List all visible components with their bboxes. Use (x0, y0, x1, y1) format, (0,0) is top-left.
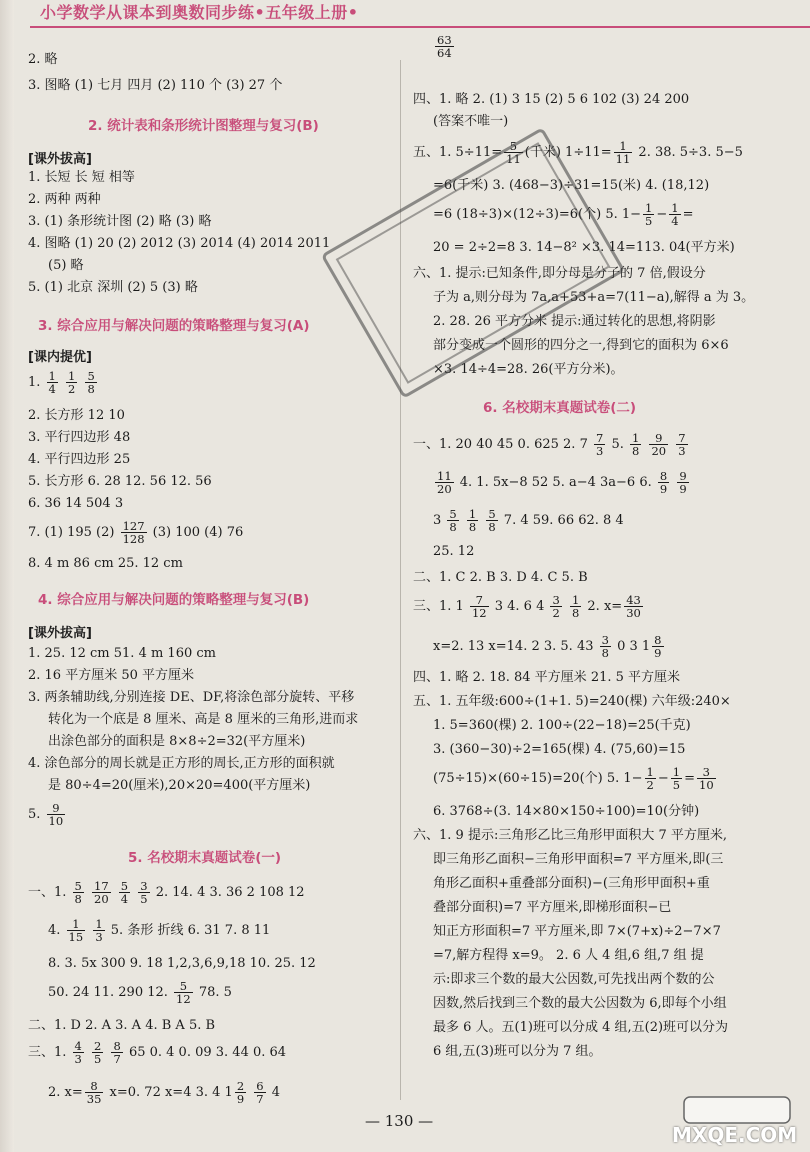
section-tag: [课内提优] (28, 350, 92, 365)
fraction-denominator: 20 (94, 892, 109, 906)
answer-line: 角形乙面积+重叠部分面积)−(三角形甲面积+重 (433, 876, 710, 891)
fraction-denominator: 4 (48, 382, 56, 396)
answer-text: − (657, 771, 669, 786)
fraction (600, 634, 611, 659)
fraction-denominator: 11 (615, 152, 631, 166)
fraction (92, 1040, 103, 1065)
fraction (594, 432, 605, 457)
fraction-denominator: 5 (140, 892, 148, 906)
fraction (254, 1080, 265, 1105)
fraction-denominator: 3 (74, 1052, 82, 1066)
answer-line: 5. (1) 北京 深圳 (2) 5 (3) 略 (28, 280, 198, 295)
fraction-denominator: 15 (68, 930, 84, 944)
fraction-denominator: 9 (654, 646, 662, 660)
answer-text: =6 (18÷3)×(12÷3)=6(个) 5. 1− (433, 207, 642, 222)
fraction-numerator: 5 (488, 507, 496, 521)
answer-line: 最多 6 人。五(1)班可以分成 4 组,五(2)班可以分为 (433, 1020, 729, 1035)
answer-text: 4. 1. 5x−8 52 5. a−4 3a−6 6. (455, 475, 656, 490)
fraction-numerator: 3 (552, 593, 560, 607)
fraction-denominator: 8 (74, 892, 82, 906)
fraction-numerator: 17 (94, 879, 109, 893)
fraction (677, 470, 688, 495)
answer-line (433, 766, 718, 791)
section-tag: [课外拔高] (28, 152, 92, 167)
answer-text (86, 885, 90, 900)
answer-line (28, 802, 67, 827)
fraction-numerator: 7 (678, 431, 686, 445)
fraction (435, 34, 454, 59)
fraction-denominator: 5 (672, 778, 681, 792)
fraction-numerator: 9 (47, 802, 66, 815)
section-tag: [课外拔高] (28, 626, 92, 641)
fraction (470, 594, 489, 619)
fraction-denominator: 20 (651, 444, 667, 458)
answer-text (461, 513, 465, 528)
fraction-denominator: 7 (113, 1052, 121, 1066)
fraction (671, 766, 682, 791)
answer-text: (千米) 1÷11= (524, 145, 612, 160)
answer-line: 四、1. 略 2. (1) 3 15 (2) 5 6 102 (3) 24 200 (413, 92, 690, 107)
answer-line: 六、1. 9 提示:三角形乙比三角形甲面积大 7 平方厘米, (413, 828, 727, 843)
fraction (570, 594, 581, 619)
answer-text: 50. 24 11. 290 12. (48, 985, 173, 1000)
answer-line: 4. 涂色部分的周长就是正方形的周长,正方形的面积就 (28, 756, 335, 771)
answer-text: 5. (607, 437, 628, 452)
fraction-denominator: 8 (468, 520, 477, 534)
answer-line: 五、1. 五年级:600÷(1+1. 5)=240(棵) 六年级:240× (413, 694, 731, 709)
fraction-numerator: 43 (626, 593, 641, 607)
answer-line: 4. 平行四边形 25 (28, 452, 131, 467)
answer-text: = (684, 771, 696, 786)
answer-line (433, 508, 624, 533)
answer-text: 3 4. 6 4 (490, 599, 549, 614)
fraction-denominator: 4 (671, 214, 679, 228)
fraction (676, 432, 687, 457)
answer-text: 一、1. (28, 885, 71, 900)
answer-line: 3. 图略 (1) 七月 四月 (2) 110 个 (3) 27 个 (28, 78, 283, 93)
fraction (652, 634, 663, 659)
answer-line: 6. 36 14 504 3 (28, 496, 124, 511)
section-heading: 3. 综合应用与解决问题的策略整理与复习(A) (38, 318, 310, 334)
answer-text (671, 475, 675, 490)
fraction (119, 880, 130, 905)
answer-line (28, 520, 243, 545)
answer-line: 是 80÷4=20(厘米),20×20=400(平方厘米) (48, 778, 311, 793)
section-heading: 6. 名校期末真题试卷(二) (483, 400, 637, 416)
fraction (697, 766, 716, 791)
fraction (447, 508, 458, 533)
answer-line (433, 634, 666, 659)
fraction (630, 432, 641, 457)
fraction-numerator: 5 (174, 980, 193, 993)
answer-line: 即三角形乙面积−三角形甲面积=7 平方厘米,即(三 (433, 852, 724, 867)
fraction-denominator: 20 (437, 482, 452, 496)
item-number: 5. (28, 807, 45, 822)
answer-text (105, 1045, 109, 1060)
answer-line: 8. 4 m 86 cm 25. 12 cm (28, 556, 183, 571)
answer-line: =6(千米) 3. (468−3)÷31=15(米) 4. (18,12) (433, 178, 710, 193)
fraction-denominator: 5 (94, 1052, 102, 1066)
answer-line: 2. 略 (28, 52, 58, 67)
fraction-numerator: 5 (120, 879, 129, 893)
fraction-numerator: 2 (94, 1039, 102, 1053)
answer-line: 4. 图略 (1) 20 (2) 2012 (3) 2014 (4) 2014 2011 (28, 236, 331, 251)
answer-text: 2. x= (583, 599, 623, 614)
answer-line (28, 1040, 286, 1065)
answer-text: 0 3 1 (612, 639, 651, 654)
answer-text: 7. 4 59. 66 62. 8 4 (499, 513, 624, 528)
answer-line: 2. 16 平方厘米 50 平方厘米 (28, 668, 195, 683)
fraction-numerator: 1 (671, 201, 679, 215)
answer-line (413, 594, 645, 619)
answer-line (48, 918, 270, 943)
answer-line: 3. (1) 条形统计图 (2) 略 (3) 略 (28, 214, 212, 229)
fraction-numerator: 1 (68, 369, 76, 383)
answer-line: 2. 28. 26 平方分米 提示:通过转化的思想,将阴影 (433, 314, 716, 329)
fraction (658, 470, 669, 495)
fraction (643, 202, 654, 227)
fraction-numerator: 7 (470, 594, 489, 607)
fraction-numerator: 1 (571, 593, 580, 607)
answer-line: 6. 3768÷(3. 14×80×150÷100)=10(分钟) (433, 804, 700, 819)
watermark-logo-icon (682, 1095, 792, 1125)
answer-text: (3) 100 (4) 76 (148, 525, 244, 540)
answer-text: 65 0. 4 0. 09 3. 44 0. 64 (124, 1045, 287, 1060)
answer-text (86, 1045, 90, 1060)
answer-line: 3. (360−30)÷2=165(棵) 4. (75,60)=15 (433, 742, 686, 757)
section-heading: 5. 名校期末真题试卷(一) (128, 850, 282, 866)
fraction-denominator: 12 (471, 606, 487, 620)
answer-text: x=0. 72 x=4 3. 4 1 (105, 1085, 233, 1100)
answer-line: 示:即求三个数的最大公因数,可先找出两个数的公 (433, 972, 715, 987)
answer-line: 1. 5=360(棵) 2. 100÷(22−18)=25(千克) (433, 718, 691, 733)
fraction-numerator: 1 (95, 917, 103, 931)
fraction-numerator: 1 (48, 369, 56, 383)
fraction-numerator: 5 (449, 507, 457, 521)
answer-text: 2. x= (48, 1085, 83, 1100)
answer-line (433, 34, 456, 59)
fraction (85, 1080, 104, 1105)
fraction-numerator: 63 (437, 33, 452, 47)
fraction-denominator: 2 (552, 606, 560, 620)
fraction-denominator: 8 (601, 646, 609, 660)
fraction-numerator: 1 (672, 765, 681, 779)
answer-text (132, 885, 136, 900)
fraction (624, 594, 643, 619)
fraction-denominator: 4 (120, 892, 129, 906)
review-stamp-mark (321, 127, 626, 399)
answer-line: 出涂色部分的面积是 8×8÷2=32(平方厘米) (48, 734, 306, 749)
answer-line: 四、1. 略 2. 18. 84 平方厘米 21. 5 平方厘米 (413, 670, 681, 685)
section-heading: 4. 综合应用与解决问题的策略整理与复习(B) (38, 592, 310, 608)
fraction-denominator: 11 (506, 152, 521, 166)
fraction-numerator: 1 (646, 765, 654, 779)
answer-line: 2. 两种 两种 (28, 192, 101, 207)
fraction (111, 1040, 122, 1065)
fraction-denominator: 8 (488, 520, 496, 534)
answer-text: 三、1. 1 (413, 599, 468, 614)
fraction (66, 370, 77, 395)
header-title: 小学数学从课本到奥数同步练•五年级上册• (40, 3, 359, 22)
answer-text: 4 (267, 1085, 281, 1100)
fraction-numerator: 1 (631, 431, 640, 445)
answer-line: 因数,然后找到三个数的最大公因数为 6,即每个小组 (433, 996, 727, 1011)
section-heading: 2. 统计表和条形统计图整理与复习(B) (88, 118, 319, 134)
answer-line: 5. 长方形 6. 28 12. 56 12. 56 (28, 474, 212, 489)
fraction (614, 140, 633, 165)
answer-line (28, 370, 99, 395)
answer-line: 3. 平行四边形 48 (28, 430, 131, 445)
answer-line: 6 组,五(3)班可以分为 7 组。 (433, 1044, 602, 1059)
answer-line (433, 470, 691, 495)
answer-line (48, 1080, 280, 1105)
answer-text (670, 437, 674, 452)
answer-text (248, 1085, 252, 1100)
fraction-numerator: 1 (614, 140, 633, 153)
answer-line: ×3. 14÷4=28. 26(平方分米)。 (433, 362, 624, 377)
answer-text (87, 923, 91, 938)
answer-line: 2. 长方形 12 10 (28, 408, 125, 423)
answer-text: 7. (1) 195 (2) (28, 525, 119, 540)
fraction (467, 508, 478, 533)
answer-text (643, 437, 647, 452)
answer-line: 知正方形面积=7 平方厘米,即 7×(7+x)÷2−7×7 (433, 924, 721, 939)
fraction-numerator: 8 (85, 1080, 104, 1093)
answer-text (113, 885, 117, 900)
fraction-denominator: 35 (86, 1092, 102, 1106)
fraction-denominator: 12 (176, 992, 191, 1006)
fraction (645, 766, 656, 791)
fraction (174, 980, 193, 1005)
fraction-numerator: 5 (504, 140, 523, 153)
fraction-denominator: 5 (645, 214, 653, 228)
answer-line: 子为 a,则分母为 7a,a+53+a=7(11−a),解得 a 为 3。 (433, 290, 755, 305)
fraction (47, 802, 66, 827)
fraction-denominator: 8 (87, 382, 95, 396)
fraction (138, 880, 149, 905)
fraction (235, 1080, 246, 1105)
page-number: — 130 — (365, 1112, 434, 1130)
fraction-numerator: 8 (113, 1039, 121, 1053)
fraction-denominator: 30 (626, 606, 641, 620)
answer-text: 5. 条形 折线 6. 31 7. 8 11 (106, 923, 271, 938)
fraction (669, 202, 680, 227)
answer-text: − (656, 207, 668, 222)
fraction-denominator: 9 (659, 482, 668, 496)
fraction-denominator: 10 (48, 814, 64, 828)
answer-line: 叠部分面积)=7 平方厘米,即梯形面积−已 (433, 900, 672, 915)
fraction-numerator: 5 (87, 369, 95, 383)
fraction-numerator: 1 (468, 507, 477, 521)
fraction-denominator: 3 (678, 444, 686, 458)
fraction-denominator: 128 (122, 532, 145, 546)
fraction (85, 370, 96, 395)
header-rule (30, 26, 810, 28)
answer-line: 20 = 2÷2=8 3. 14−8² ×3. 14=113. 04(平方米) (433, 240, 735, 255)
fraction-numerator: 3 (140, 879, 148, 893)
answer-text (564, 599, 568, 614)
answer-line: 3. 两条辅助线,分别连接 DE、DF,将涂色部分旋转、平移 (28, 690, 355, 705)
fraction-denominator: 7 (256, 1092, 264, 1106)
answer-line (48, 980, 232, 1005)
fraction-numerator: 11 (437, 469, 452, 483)
site-watermark (672, 1095, 802, 1147)
answer-line: 二、1. D 2. A 3. A 4. B A 5. B (28, 1018, 216, 1033)
answer-text: 78. 5 (194, 985, 232, 1000)
answer-text (480, 513, 484, 528)
answer-line (413, 140, 743, 165)
fraction-denominator: 10 (699, 778, 714, 792)
fraction-denominator: 8 (631, 444, 640, 458)
fraction-numerator: 3 (601, 633, 609, 647)
fraction-numerator: 5 (74, 879, 82, 893)
answer-text: 三、1. (28, 1045, 71, 1060)
fraction-numerator: 7 (595, 431, 604, 445)
fraction (121, 520, 147, 545)
fraction-denominator: 8 (571, 606, 580, 620)
fraction-numerator: 4 (74, 1039, 82, 1053)
answer-text: 一、1. 20 40 45 0. 625 2. 7 (413, 437, 592, 452)
fraction-numerator: 3 (697, 766, 716, 779)
fraction-numerator: 9 (679, 469, 687, 483)
fraction (67, 918, 86, 943)
answer-text: x=2. 13 x=14. 2 3. 5. 43 (433, 639, 598, 654)
item-number: 1. (28, 375, 45, 390)
answer-text: = (682, 207, 694, 222)
fraction (93, 918, 104, 943)
answer-line: 二、1. C 2. B 3. D 4. C 5. B (413, 570, 588, 585)
answer-line: 8. 3. 5x 300 9. 18 1,2,3,6,9,18 10. 25. 12 (48, 956, 316, 971)
watermark-text: MXQE.COM (672, 1123, 798, 1147)
answer-line: 25. 12 (433, 544, 475, 559)
page-header (0, 0, 810, 26)
fraction (486, 508, 497, 533)
answer-line: 六、1. 提示:已知条件,即分母是分子的 7 倍,假设分 (413, 266, 706, 281)
fraction (649, 432, 668, 457)
fraction-denominator: 64 (437, 46, 452, 60)
fraction (435, 470, 454, 495)
fraction-denominator: 9 (236, 1092, 245, 1106)
answer-text: 4. (48, 923, 65, 938)
answer-text: 五、1. 5÷11= (413, 145, 503, 160)
fraction-denominator: 3 (595, 444, 604, 458)
fraction-numerator: 8 (654, 633, 662, 647)
fraction-numerator: 8 (659, 469, 668, 483)
fraction (73, 1040, 84, 1065)
fraction-numerator: 9 (649, 432, 668, 445)
answer-text: 2. 38. 5÷3. 5−5 (634, 145, 743, 160)
answer-text: (75÷15)×(60÷15)=20(个) 5. 1− (433, 771, 643, 786)
fraction (92, 880, 111, 905)
answer-text: 2. 14. 4 3. 36 2 108 12 (151, 885, 305, 900)
fraction-numerator: 6 (256, 1079, 264, 1093)
fraction (73, 880, 84, 905)
fraction (550, 594, 561, 619)
page-binding-shadow (0, 0, 14, 1152)
fraction-numerator: 1 (645, 201, 653, 215)
fraction-numerator: 127 (122, 519, 145, 533)
answer-line: 1. 长短 长 短 相等 (28, 170, 135, 185)
answer-line: 部分变成一个圆形的四分之一,得到它的面积为 6×6 (433, 338, 729, 353)
fraction (47, 370, 58, 395)
answer-line: =7,解方程得 x=9。 2. 6 人 4 组,6 组,7 组 提 (433, 948, 704, 963)
fraction-numerator: 1 (67, 918, 86, 931)
fraction-denominator: 9 (679, 482, 687, 496)
answer-line: (答案不唯一) (433, 114, 509, 129)
fraction-denominator: 8 (449, 520, 457, 534)
answer-line: 1. 25. 12 cm 51. 4 m 160 cm (28, 646, 216, 661)
fraction-numerator: 2 (236, 1079, 245, 1093)
answer-line (413, 432, 690, 457)
fraction-denominator: 3 (95, 930, 103, 944)
answer-line (28, 880, 305, 905)
fraction-denominator: 2 (646, 778, 654, 792)
answer-text: 3 (433, 513, 446, 528)
fraction-denominator: 2 (68, 382, 76, 396)
answer-line: 转化为一个底是 8 厘米、高是 8 厘米的三角形,进而求 (48, 712, 359, 727)
answer-line: (5) 略 (48, 258, 84, 273)
